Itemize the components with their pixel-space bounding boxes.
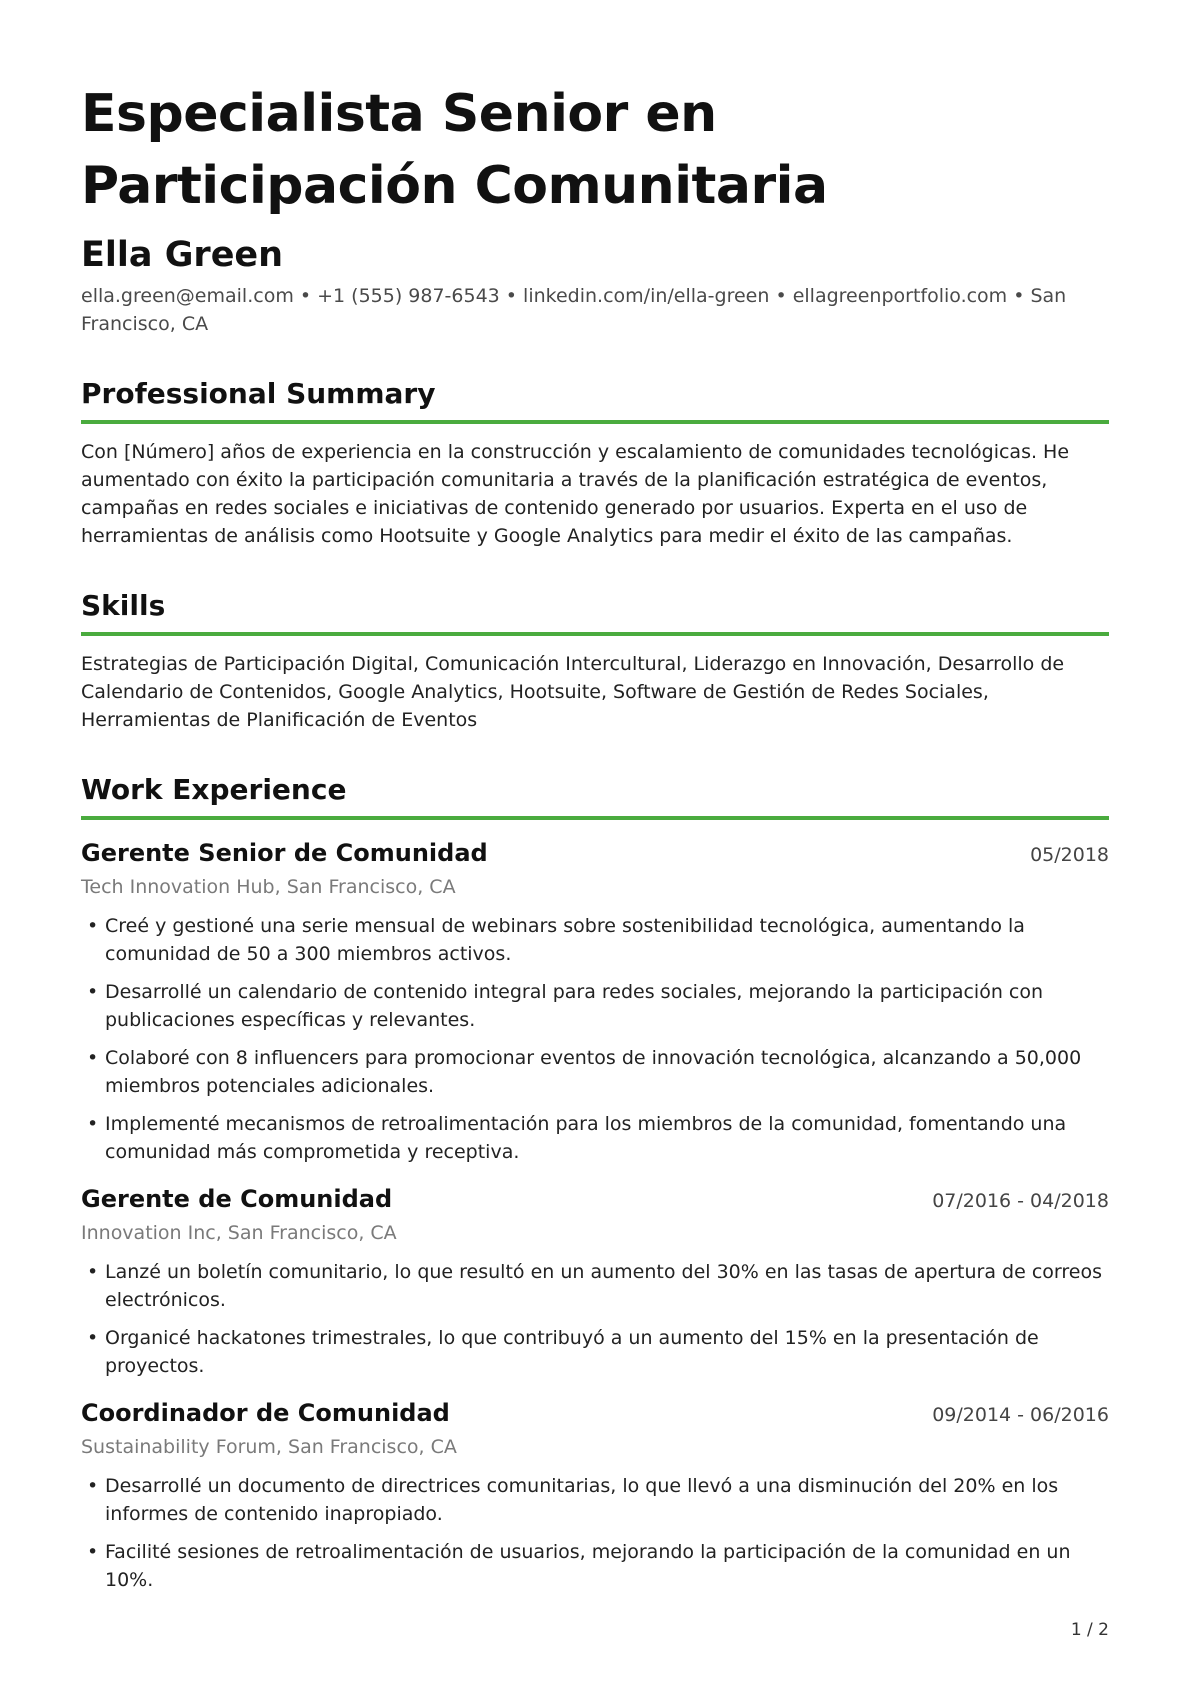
bullet-item: [81, 1258, 1109, 1314]
job-company: Tech Innovation Hub, San Francisco, CA: [81, 876, 456, 898]
bullet-text: Facilité sesiones de retroalimentación de usuarios, mejorando la participación de la comunidad en un 10%.: [105, 1541, 1071, 1591]
job-dates: 07/2016 - 04/2018: [932, 1190, 1109, 1212]
summary-heading: Professional Summary: [81, 376, 1109, 424]
job-bullets: [81, 912, 1109, 1166]
summary-section: [81, 376, 1109, 550]
contact-info: ella.green@email.com • +1 (555) 987-6543 • linkedin.com/in/ella-green • ellagreenportfolio.com • San Francisco, CA: [81, 285, 1067, 335]
job-title: Gerente de Comunidad: [81, 1185, 393, 1213]
bullet-item: [81, 1324, 1109, 1380]
job-dates: 09/2014 - 06/2016: [932, 1404, 1109, 1426]
job-entry: [81, 836, 1109, 1166]
job-title: Coordinador de Comunidad: [81, 1399, 450, 1427]
experience-heading: Work Experience: [81, 772, 1109, 820]
page-indicator: 1 / 2: [1070, 1620, 1109, 1640]
bullet-item: [81, 1110, 1109, 1166]
bullet-text: Desarrollé un calendario de contenido integral para redes sociales, mejorando la participación con publicaciones específicas y relevantes.: [105, 981, 1044, 1031]
job-bullets: [81, 1258, 1109, 1380]
bullet-text: Colaboré con 8 influencers para promocionar eventos de innovación tecnológica, alcanzando a 50,000 miembros potenciales adicionales.: [105, 1047, 1082, 1097]
job-dates: 05/2018: [1030, 844, 1109, 866]
bullet-item: [81, 1472, 1109, 1528]
skills-section: [81, 588, 1109, 734]
candidate-name: Ella Green: [81, 235, 284, 275]
bullet-icon: •: [87, 1113, 99, 1135]
job-title: Gerente Senior de Comunidad: [81, 839, 488, 867]
skills-heading: Skills: [81, 588, 1109, 636]
bullet-text: Desarrollé un documento de directrices comunitarias, lo que llevó a una disminución del 20% en los informes de contenido inapropiado.: [105, 1475, 1059, 1525]
bullet-icon: •: [87, 1327, 99, 1349]
job-entry: [81, 1182, 1109, 1380]
bullet-icon: •: [87, 1261, 99, 1283]
job-company: Innovation Inc, San Francisco, CA: [81, 1222, 397, 1244]
bullet-icon: •: [87, 915, 99, 937]
skills-text: Estrategias de Participación Digital, Comunicación Intercultural, Liderazgo en Innovación, Desarrollo de Calendario de Contenidos, Google Analytics, Hootsuite, Software de Gestión de Redes Sociales, Herramientas de Planificación de Eventos: [81, 653, 1065, 731]
job-entry: [81, 1396, 1109, 1594]
job-company: Sustainability Forum, San Francisco, CA: [81, 1436, 457, 1458]
bullet-text: Organicé hackatones trimestrales, lo que contribuyó a un aumento del 15% en la presentación de proyectos.: [105, 1327, 1039, 1377]
bullet-icon: •: [87, 1475, 99, 1497]
summary-text: Con [Número] años de experiencia en la construcción y escalamiento de comunidades tecnológicas. He aumentado con éxito la participación comunitaria a través de la planificación estratégica de eventos, campañas en redes sociales e iniciativas de contenido generado por usuarios. Experta en el uso de herramientas de análisis como Hootsuite y Google Analytics para medir el éxito de las campañas.: [81, 441, 1070, 547]
bullet-text: Lanzé un boletín comunitario, lo que resultó en un aumento del 30% en las tasas de apertura de correos electrónicos.: [105, 1261, 1102, 1311]
bullet-icon: •: [87, 981, 99, 1003]
bullet-item: [81, 1538, 1109, 1594]
bullet-item: [81, 978, 1109, 1034]
job-bullets: [81, 1472, 1109, 1594]
bullet-icon: •: [87, 1541, 99, 1563]
bullet-text: Implementé mecanismos de retroalimentación para los miembros de la comunidad, fomentando una comunidad más comprometida y receptiva.: [105, 1113, 1067, 1163]
resume-title: Especialista Senior en Participación Comunitaria: [81, 84, 828, 216]
bullet-item: [81, 1044, 1109, 1100]
experience-section: [81, 772, 1109, 1594]
bullet-item: [81, 912, 1109, 968]
bullet-icon: •: [87, 1047, 99, 1069]
bullet-text: Creé y gestioné una serie mensual de webinars sobre sostenibilidad tecnológica, aumentando la comunidad de 50 a 300 miembros activos.: [105, 915, 1025, 965]
